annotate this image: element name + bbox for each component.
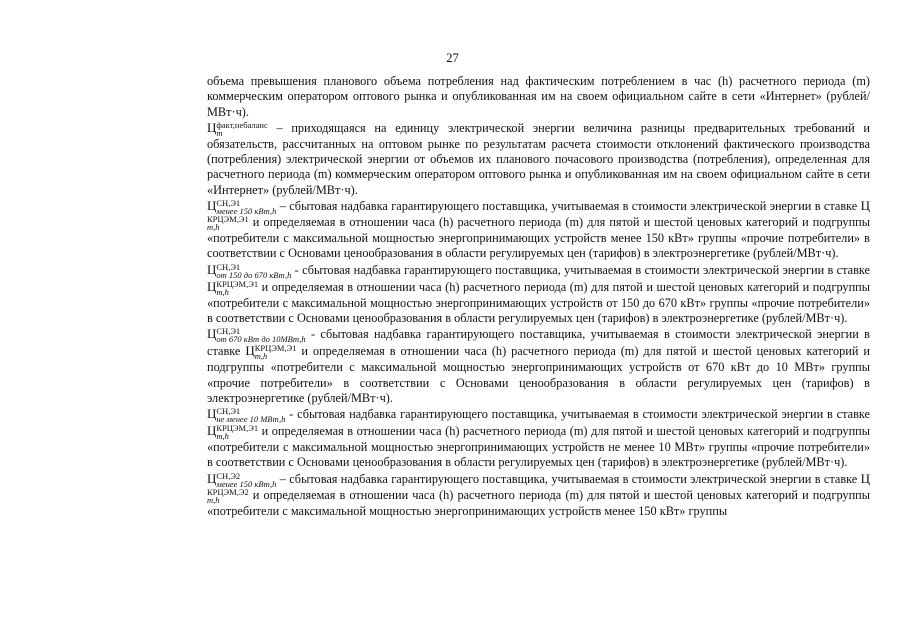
formula-subscript: m,h bbox=[216, 431, 229, 442]
paragraph-text: - сбытовая надбавка гарантирующего поставщика, учитываемая в стоимости электрической энергии в ставке bbox=[207, 327, 870, 359]
formula-subscript: менее 150 кВт,h bbox=[216, 206, 277, 217]
formula-indices bbox=[216, 263, 291, 279]
formula-indices bbox=[216, 472, 276, 488]
formula-indices bbox=[216, 121, 267, 137]
paragraph-2 bbox=[207, 120, 870, 198]
paragraph-text: – сбытовая надбавка гарантирующего поставщика, учитываемая в стоимости электрической энергии в ставке bbox=[276, 471, 861, 486]
formula-symbol: Ц bbox=[207, 406, 217, 422]
formula-subscript: m bbox=[216, 127, 223, 138]
paragraph-text: - сбытовая надбавка гарантирующего поставщика, учитываемая в стоимости электрической энергии в ставке bbox=[285, 407, 870, 422]
body-text bbox=[207, 74, 870, 519]
paragraph-5 bbox=[207, 326, 870, 406]
formula-superscript: СН,Э2 bbox=[216, 470, 241, 481]
paragraph-text: и определяемая в отношении часа (h) расчетного периода (m) для пятой и шестой ценовых категорий и подгруппы «потребители с максимальной мощностью энергопринимающих устройств от 670 кВт до 10 МВт» группы «прочие потребители» в соответствии с Основами ценообразования в области регулируемых цен (тарифов) в электроэнергетике (рублей/МВт·ч). bbox=[207, 344, 870, 405]
formula-symbol: Ц bbox=[207, 423, 217, 439]
formula-indices bbox=[207, 215, 249, 231]
formula-symbol: Ц bbox=[207, 198, 217, 214]
formula-symbol: Ц bbox=[207, 470, 217, 486]
paragraph-text: – приходящаяся на единицу электрической энергии величина разницы предварительных требований и обязательств, рассчитанных на оптовом рынке по результатам расчета стоимости отклонений фактического производства (потребления) электрической энергии от объемов их планового почасового производства (потребления), определенная для расчетного периода (m) коммерческим оператором оптового рынка и опубликованная им на своем официальном сайте в сети «Интернет» (рублей/МВт·ч). bbox=[207, 120, 870, 197]
formula-indices bbox=[207, 488, 249, 504]
paragraph-text: - сбытовая надбавка гарантирующего поставщика, учитываемая в стоимости электрической энергии в ставке bbox=[291, 262, 870, 277]
formula-superscript: КРЦЭМ,Э1 bbox=[216, 278, 259, 289]
formula-subscript: m,h bbox=[254, 351, 268, 362]
formula-superscript: СН,Э1 bbox=[216, 326, 241, 337]
formula-symbol: Ц bbox=[207, 278, 217, 294]
formula-symbol: Ц bbox=[245, 343, 255, 359]
paragraph-4 bbox=[207, 262, 870, 327]
formula-symbol: Ц bbox=[860, 470, 870, 486]
formula-indices bbox=[216, 407, 285, 423]
paragraph-1 bbox=[207, 74, 870, 120]
page-number: 27 bbox=[446, 51, 459, 65]
formula-superscript: КРЦЭМ,Э1 bbox=[207, 214, 249, 225]
formula-symbol: Ц bbox=[207, 119, 217, 135]
formula-superscript: КРЦЭМ,Э1 bbox=[216, 423, 259, 434]
formula-superscript: СН,Э1 bbox=[216, 198, 241, 209]
formula-indices bbox=[216, 199, 276, 215]
formula-superscript: СН,Э1 bbox=[216, 406, 241, 417]
formula-subscript: m,h bbox=[207, 222, 220, 233]
formula-subscript: от 670 кВт до 10МВт,h bbox=[216, 334, 306, 345]
paragraph-7 bbox=[207, 471, 870, 519]
formula-indices bbox=[216, 280, 258, 296]
formula-indices bbox=[255, 344, 297, 360]
formula-subscript: от 150 до 670 кВт,h bbox=[216, 269, 292, 280]
formula-superscript: КРЦЭМ,Э1 bbox=[254, 343, 297, 354]
paragraph-6 bbox=[207, 406, 870, 471]
formula-subscript: не менее 10 МВт,h bbox=[216, 414, 286, 425]
formula-indices bbox=[216, 327, 305, 343]
formula-indices bbox=[216, 424, 258, 440]
formula-symbol: Ц bbox=[207, 261, 217, 277]
paragraph-text: объема превышения планового объема потребления над фактическим потреблением в час (h) расчетного периода (m) коммерческим оператором оптового рынка и опубликованная им на своем официальном сайте в сети «Интернет» (рублей/МВт·ч). bbox=[207, 74, 870, 119]
formula-symbol: Ц bbox=[860, 198, 870, 214]
formula-subscript: m,h bbox=[207, 494, 220, 505]
formula-superscript: СН,Э1 bbox=[216, 261, 241, 272]
paragraph-text: – сбытовая надбавка гарантирующего поставщика, учитываемая в стоимости электрической энергии в ставке bbox=[276, 199, 861, 214]
paragraph-text: и определяемая в отношении часа (h) расчетного периода (m) для пятой и шестой ценовых категорий и подгруппы «потребители с максимальной мощностью энергопринимающих устройств от 150 до 670 кВт» группы «прочие потребители» в соответствии с Основами ценообразования в области регулируемых цен (тарифов) в электроэнергетике (рублей/МВт·ч). bbox=[207, 279, 870, 325]
formula-subscript: менее 150 кВт,h bbox=[216, 478, 277, 489]
formula-symbol: Ц bbox=[207, 326, 217, 342]
paragraph-text: и определяемая в отношении часа (h) расчетного периода (m) для пятой и шестой ценовых категорий и подгруппы «потребители с максимальной мощностью энергопринимающих устройств менее 150 кВт» группы bbox=[207, 487, 870, 518]
paragraph-3 bbox=[207, 198, 870, 262]
formula-superscript: КРЦЭМ,Э2 bbox=[207, 486, 249, 497]
formula-superscript: факт,небаланс bbox=[216, 119, 268, 130]
paragraph-text: и определяемая в отношении часа (h) расчетного периода (m) для пятой и шестой ценовых категорий и подгруппы «потребители с максимальной мощностью энергопринимающих устройств не менее 10 МВт» группы «прочие потребители» в соответствии с Основами ценообразования в области регулируемых цен (тарифов) в электроэнергетике (рублей/МВт·ч). bbox=[207, 424, 870, 470]
formula-subscript: m,h bbox=[216, 286, 229, 297]
paragraph-text: и определяемая в отношении часа (h) расчетного периода (m) для пятой и шестой ценовых категорий и подгруппы «потребители с максимальной мощностью энергопринимающих устройств менее 150 кВт» группы «прочие потребители» в соответствии с Основами ценообразования в области регулируемых цен (тарифов) в электроэнергетике (рублей/МВт·ч). bbox=[207, 215, 870, 261]
